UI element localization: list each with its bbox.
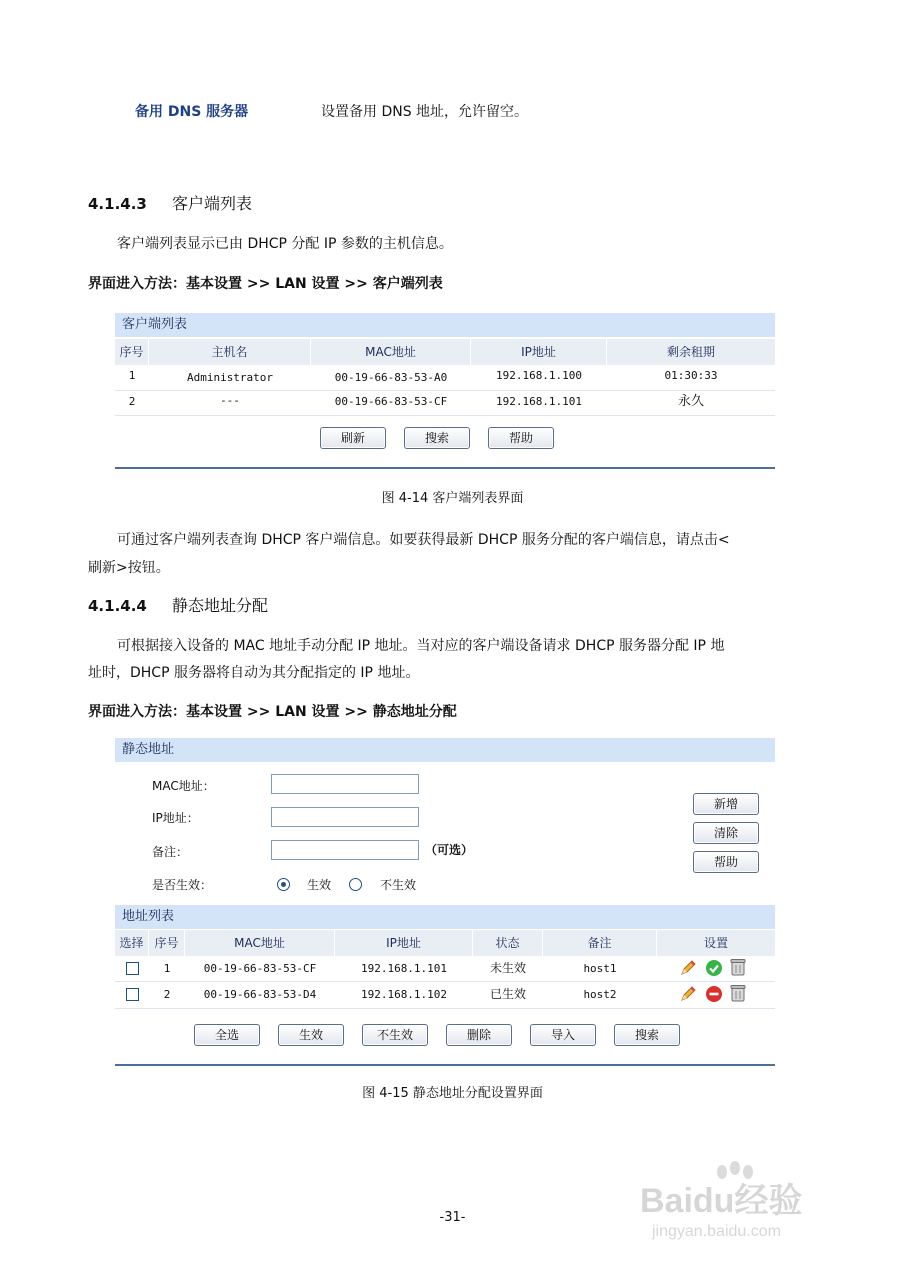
static-row-1-ip: 192.168.1.101 <box>360 962 448 975</box>
client-row-2-mac: 00-19-66-83-53-CF <box>334 395 448 408</box>
panel-bottom-rule <box>115 467 775 469</box>
client-row-1-lease: 01:30:33 <box>664 369 718 382</box>
import-button[interactable]: 导入 <box>530 1024 596 1046</box>
client-row-2-host: --- <box>220 394 240 407</box>
add-button[interactable]: 新增 <box>693 793 759 815</box>
mac-address-input[interactable] <box>271 774 419 794</box>
delete-trash-icon[interactable] <box>729 983 747 1003</box>
static-address-panel <box>115 738 775 1068</box>
static-row-2-no: 2 <box>163 988 171 1001</box>
baidu-watermark <box>640 1160 850 1240</box>
enable-label: 是否生效： <box>152 878 213 892</box>
static-row-2-note: host2 <box>583 988 617 1001</box>
col-header-settings: 设置 <box>703 936 728 950</box>
figure-caption-4-14: 图 4-14 客户端列表界面 <box>381 491 524 506</box>
help-button[interactable]: 帮助 <box>693 851 759 873</box>
row-divider <box>115 1008 775 1009</box>
edit-pencil-icon[interactable] <box>679 959 697 977</box>
enable-check-icon[interactable] <box>705 959 723 977</box>
backup-dns-label: 备用 DNS 服务器 <box>135 104 249 120</box>
help-button[interactable]: 帮助 <box>488 427 554 449</box>
page-number: -31- <box>439 1210 466 1225</box>
section-title-4143: 客户端列表 <box>172 194 253 213</box>
client-list-header <box>115 339 775 365</box>
note-optional-hint: （可选） <box>425 843 474 857</box>
static-address-title: 静态地址 <box>115 738 775 762</box>
row-1-select-checkbox[interactable] <box>126 962 139 975</box>
section-intro-4143: 客户端列表显示已由 DHCP 分配 IP 参数的主机信息。 <box>117 236 453 252</box>
row-2-select-checkbox[interactable] <box>126 988 139 1001</box>
refresh-button[interactable]: 刷新 <box>320 427 386 449</box>
edit-pencil-icon[interactable] <box>679 985 697 1003</box>
note-input[interactable] <box>271 840 419 860</box>
client-row-1-no: 1 <box>128 369 136 382</box>
row-divider <box>115 415 775 416</box>
col-header-ip: IP地址 <box>471 339 607 365</box>
client-row-1-mac: 00-19-66-83-53-A0 <box>334 371 448 384</box>
client-list-panel <box>115 313 775 470</box>
static-para-line2: 址时，DHCP 服务器将自动为其分配指定的 IP 地址。 <box>88 665 420 681</box>
search-button[interactable]: 搜索 <box>404 427 470 449</box>
section-title-4144: 静态地址分配 <box>172 596 269 615</box>
col-header-mac: MAC地址 <box>311 339 471 365</box>
select-all-button[interactable]: 全选 <box>194 1024 260 1046</box>
col-header-status: 状态 <box>473 930 543 956</box>
static-para-line1: 可根据接入设备的 MAC 地址手动分配 IP 地址。当对应的客户端设备请求 DHCP 服务器分配 IP 地 <box>117 638 725 654</box>
client-para-line2: 刷新>按钮。 <box>88 560 170 576</box>
enable-option-label: 生效 <box>307 878 332 892</box>
ip-address-label: IP地址： <box>152 811 199 825</box>
client-row-2-no: 2 <box>128 395 136 408</box>
nav-path-client-list: 界面进入方法：基本设置 >> LAN 设置 >> 客户端列表 <box>88 276 443 292</box>
disable-radio[interactable] <box>349 878 362 891</box>
delete-trash-icon[interactable] <box>729 957 747 977</box>
client-row-1-host: Administrator <box>186 371 274 384</box>
col-header-no: 序号 <box>115 339 149 365</box>
static-row-1-mac: 00-19-66-83-53-CF <box>203 962 317 975</box>
nav-path-static-address: 界面进入方法：基本设置 >> LAN 设置 >> 静态地址分配 <box>88 704 457 720</box>
client-row-2-lease: 永久 <box>677 394 704 409</box>
static-row-2-mac: 00-19-66-83-53-D4 <box>203 988 317 1001</box>
disable-minus-icon[interactable] <box>705 985 723 1003</box>
col-header-mac: MAC地址 <box>185 930 335 956</box>
col-header-ip: IP地址 <box>335 930 473 956</box>
search-button[interactable]: 搜索 <box>614 1024 680 1046</box>
client-row-1-ip: 192.168.1.100 <box>495 369 583 382</box>
enable-button[interactable]: 生效 <box>278 1024 344 1046</box>
figure-caption-4-15: 图 4-15 静态地址分配设置界面 <box>362 1086 543 1101</box>
row-divider <box>115 390 775 391</box>
ip-address-input[interactable] <box>271 807 419 827</box>
client-row-2-ip: 192.168.1.101 <box>495 395 583 408</box>
clear-button[interactable]: 清除 <box>693 822 759 844</box>
static-row-1-note: host1 <box>583 962 617 975</box>
client-para-line1: 可通过客户端列表查询 DHCP 客户端信息。如要获得最新 DHCP 服务分配的客户端信息，请点击< <box>117 532 730 548</box>
enable-radio[interactable] <box>277 878 290 891</box>
disable-option-label: 不生效 <box>380 878 417 892</box>
address-list-title: 地址列表 <box>115 905 775 929</box>
row-divider <box>115 981 775 982</box>
mac-address-label: MAC地址： <box>152 779 215 793</box>
static-row-2-ip: 192.168.1.102 <box>360 988 448 1001</box>
col-header-lease: 剩余租期 <box>666 345 715 359</box>
static-row-1-status: 未生效 <box>489 961 526 975</box>
watermark-brand: Baidu经验 <box>640 1182 803 1220</box>
col-header-no: 序号 <box>149 930 185 956</box>
address-list-header <box>115 930 775 956</box>
col-header-select: 选择 <box>115 930 149 956</box>
watermark-url: jingyan.baidu.com <box>652 1223 781 1240</box>
panel-bottom-rule <box>115 1064 775 1066</box>
col-header-note: 备注 <box>543 930 657 956</box>
delete-button[interactable]: 删除 <box>446 1024 512 1046</box>
col-header-host: 主机名 <box>149 339 311 365</box>
note-label: 备注： <box>152 845 189 859</box>
client-list-title: 客户端列表 <box>115 313 775 337</box>
backup-dns-desc: 设置备用 DNS 地址，允许留空。 <box>321 104 529 120</box>
disable-button[interactable]: 不生效 <box>362 1024 428 1046</box>
static-row-1-no: 1 <box>163 962 171 975</box>
section-number-4143: 4.1.4.3 <box>88 195 147 213</box>
static-row-2-status: 已生效 <box>489 987 526 1001</box>
section-number-4144: 4.1.4.4 <box>88 597 147 615</box>
